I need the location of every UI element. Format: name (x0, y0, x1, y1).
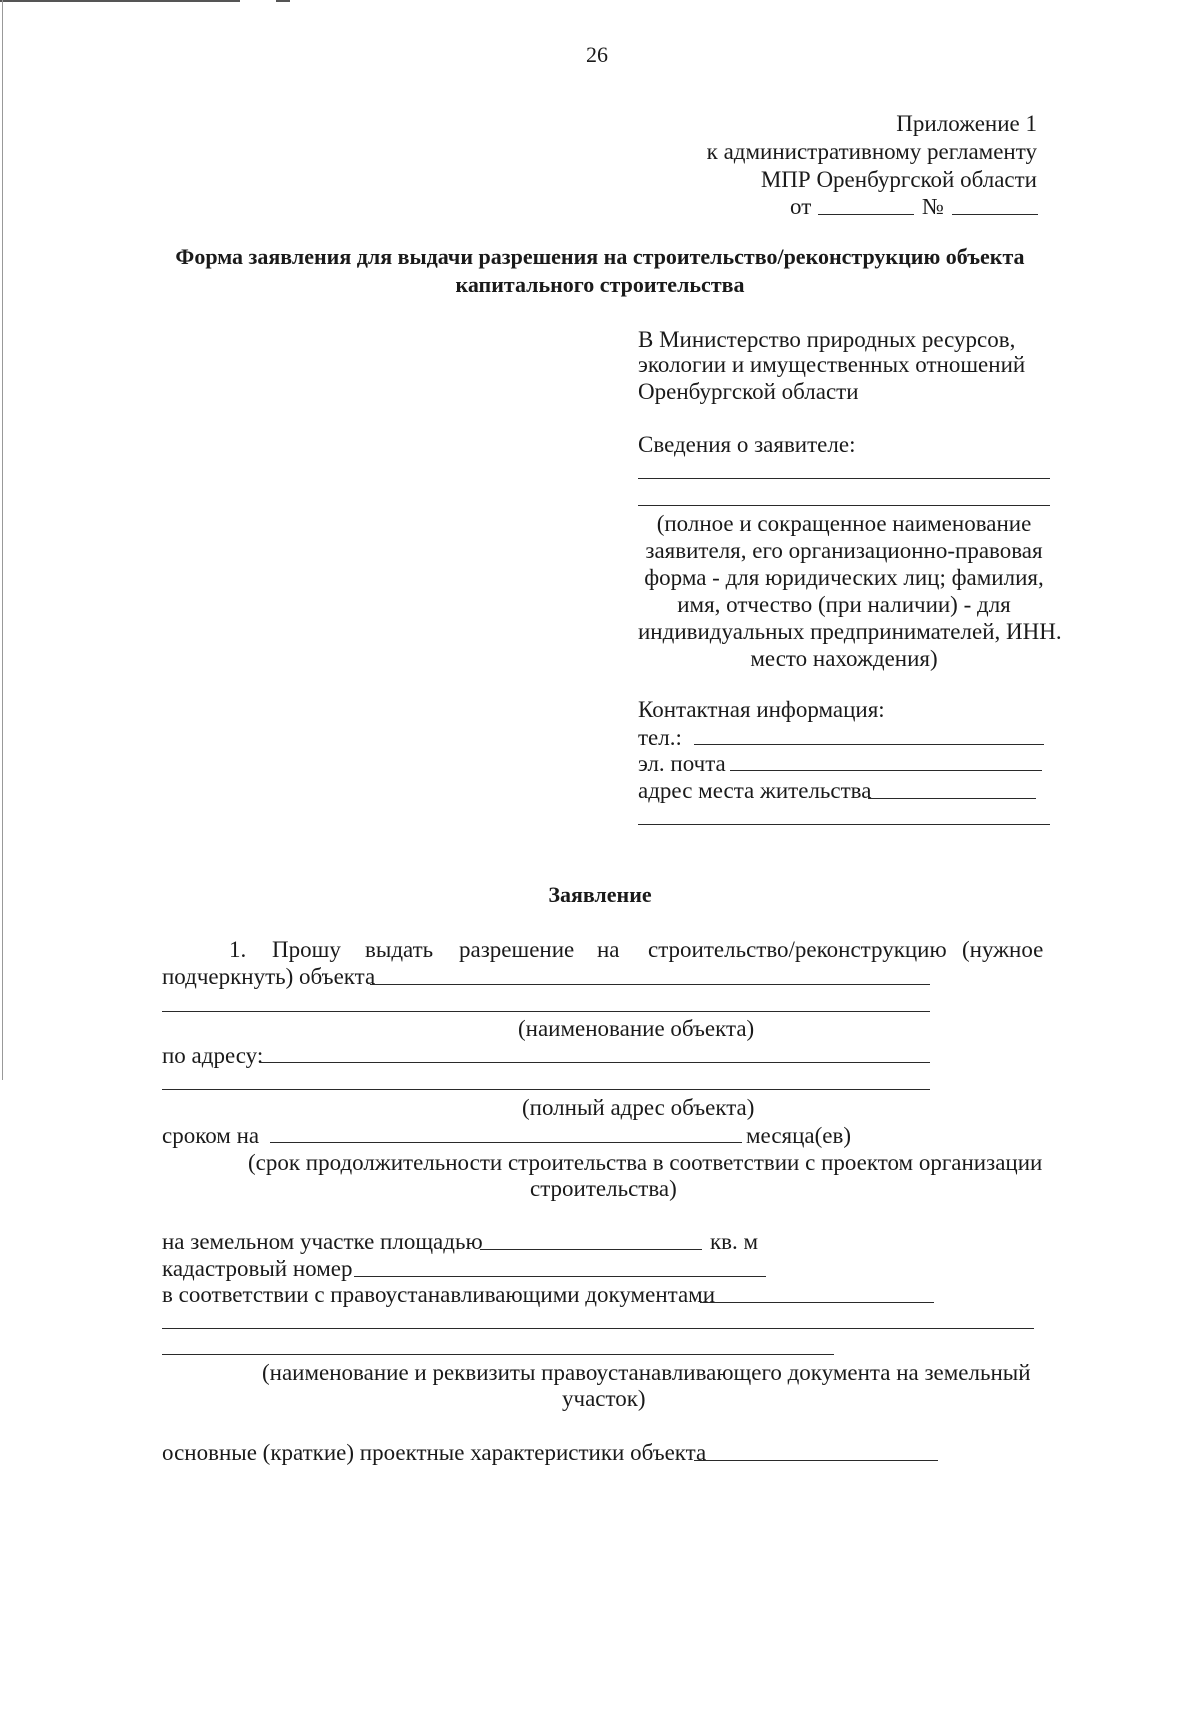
term-blank[interactable] (270, 1142, 742, 1143)
phone-label: тел.: (638, 725, 682, 750)
object-hint: (наименование объекта) (518, 1016, 755, 1041)
docs-hint-line-1: (наименование и реквизиты правоустанавливающего документа на земельный (262, 1360, 1031, 1385)
form-title-line-1: Форма заявления для выдачи разрешения на строительство/реконструкцию объекта (175, 244, 1025, 269)
docs-hint-line-2: участок) (562, 1386, 646, 1411)
appendix-line-3: МПР Оренбургской области (760, 167, 1037, 192)
residence-address-label: адрес места жительства (638, 778, 872, 803)
applicant-hint-6: место нахождения) (750, 646, 938, 671)
p1-word-4: разрешение (459, 937, 575, 962)
appendix-number-prefix: № (922, 194, 944, 219)
land-area-label: на земельном участке площадью (162, 1229, 483, 1254)
addressee-line-2: экологии и имущественных отношений (638, 352, 1026, 377)
appendix-date-blank[interactable] (818, 214, 914, 215)
page-number: 26 (586, 42, 608, 67)
appendix-date-prefix: от (790, 194, 812, 219)
p1-word-6: строительство/реконструкцию (648, 937, 947, 962)
land-area-unit: кв. м (710, 1229, 759, 1254)
form-title-line-2: капитального строительства (455, 272, 745, 297)
scan-left-edge (2, 0, 3, 1080)
email-label: эл. почта (638, 751, 726, 776)
p1-word-3: выдать (365, 937, 434, 962)
docs-blank-2[interactable] (162, 1328, 1034, 1329)
applicant-blank-1[interactable] (638, 478, 1050, 479)
appendix-line-1: Приложение 1 (896, 111, 1037, 136)
term-label: сроком на (162, 1123, 260, 1148)
p1-word-5: на (597, 937, 620, 962)
term-hint-line-1: (срок продолжительности строительства в соответствии с проектом организации (248, 1150, 1043, 1175)
p1-word-1: 1. (229, 937, 247, 962)
residence-address-blank[interactable] (868, 798, 1036, 799)
object-blank-1[interactable] (370, 984, 930, 985)
characteristics-blank[interactable] (694, 1460, 938, 1461)
appendix-number-blank[interactable] (952, 214, 1038, 215)
object-address-blank-2[interactable] (162, 1089, 930, 1090)
email-blank[interactable] (730, 770, 1042, 771)
object-blank-2[interactable] (162, 1011, 930, 1012)
residence-address-blank-2[interactable] (638, 824, 1050, 825)
applicant-hint-1: (полное и сокращенное наименование (656, 511, 1032, 536)
term-unit: месяца(ев) (746, 1123, 852, 1148)
p1-word-7: (нужное (962, 937, 1044, 962)
statement-title: Заявление (548, 882, 652, 907)
scan-edge-line (0, 0, 240, 2)
scan-edge-mark (276, 0, 290, 2)
addressee-line-1: В Министерство природных ресурсов, (638, 327, 1016, 352)
object-address-blank-1[interactable] (260, 1062, 930, 1063)
cadastral-blank[interactable] (354, 1276, 766, 1277)
p1-word-2: Прошу (272, 937, 341, 962)
p1-line-2: подчеркнуть) объекта (162, 964, 376, 989)
characteristics-label: основные (краткие) проектные характеристики объекта (162, 1440, 707, 1465)
docs-blank-1[interactable] (700, 1302, 934, 1303)
object-address-hint: (полный адрес объекта) (522, 1095, 755, 1120)
contacts-label: Контактная информация: (638, 697, 885, 722)
term-hint-line-2: строительства) (530, 1176, 677, 1201)
object-address-label: по адресу: (162, 1043, 264, 1068)
land-area-blank[interactable] (480, 1249, 702, 1250)
applicant-blank-2[interactable] (638, 505, 1050, 506)
docs-blank-3[interactable] (162, 1354, 834, 1355)
appendix-line-2: к административному регламенту (706, 139, 1037, 164)
applicant-hint-5: индивидуальных предпринимателей, ИНН. (638, 619, 1062, 644)
cadastral-label: кадастровый номер (162, 1256, 353, 1281)
applicant-hint-4: имя, отчество (при наличии) - для (677, 592, 1011, 617)
phone-blank[interactable] (694, 744, 1044, 745)
addressee-line-3: Оренбургской области (638, 379, 859, 404)
applicant-label: Сведения о заявителе: (638, 432, 856, 457)
docs-label: в соответствии с правоустанавливающими документами (162, 1282, 716, 1307)
applicant-hint-2: заявителя, его организационно-правовая (645, 538, 1043, 563)
applicant-hint-3: форма - для юридических лиц; фамилия, (644, 565, 1044, 590)
